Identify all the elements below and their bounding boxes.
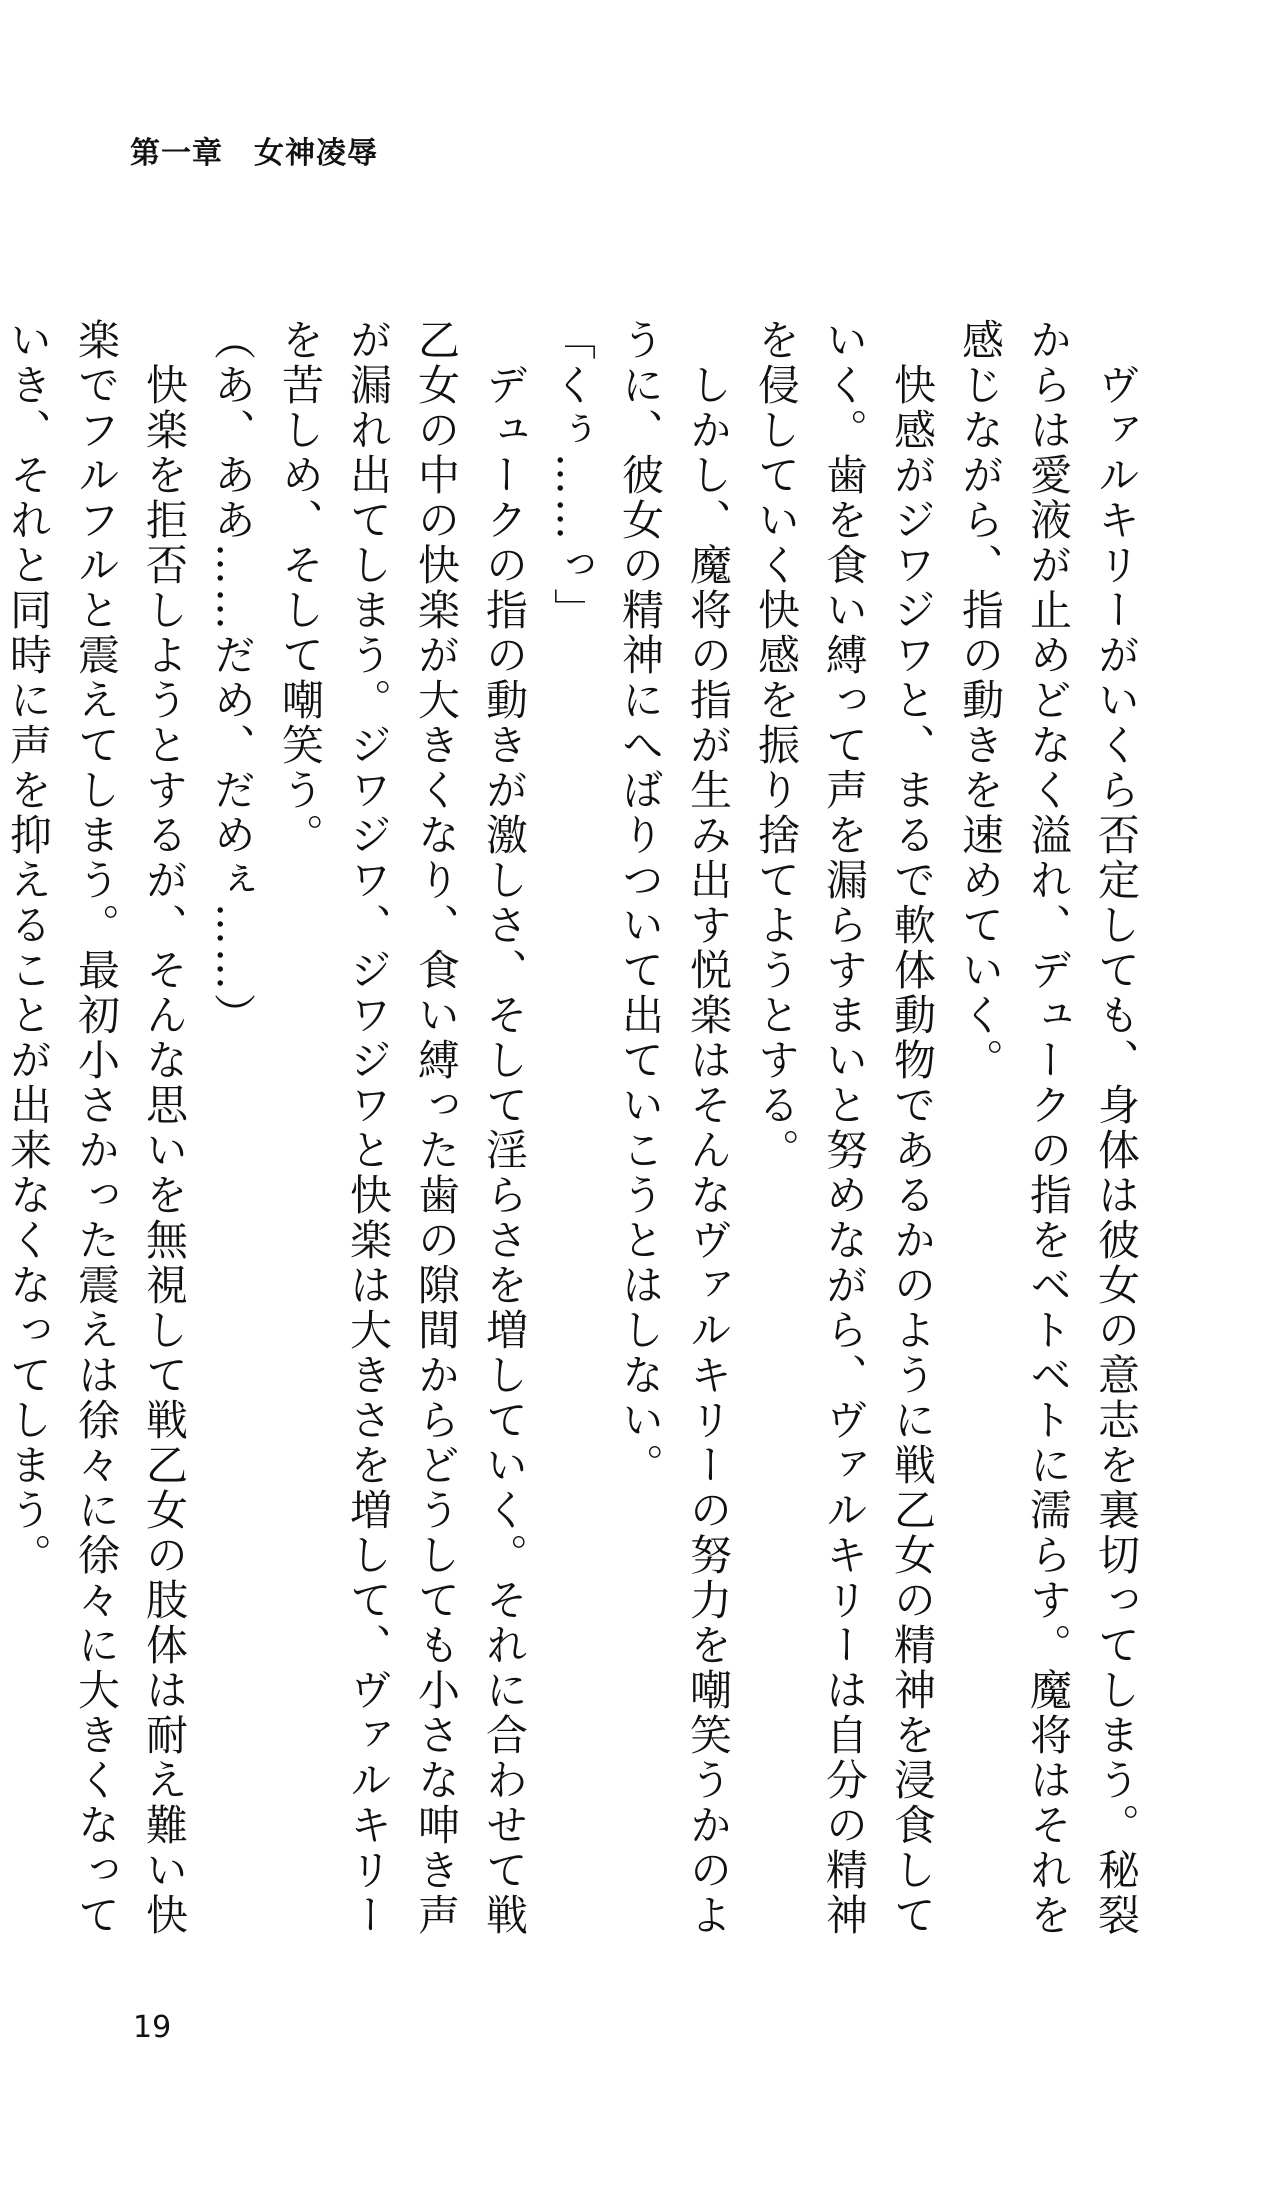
body-text — [0, 318, 1150, 1958]
dialogue-line: 「くぅ……っ」 — [548, 318, 597, 633]
inner-thought-line: （あ、ああ……だめ、だめぇ……） — [208, 318, 257, 1038]
paragraph: 快感がジワジワと、まるで軟体動物であるかのように戦乙女の精神を浸食していく。歯を食い縛って声を漏らすまいと努めながら、ヴァルキリーは自分の精神を侵していく快感を振り捨てようとする。 — [752, 318, 937, 1938]
paragraph: ヴァルキリーがいくら否定しても、身体は彼女の意志を裏切ってしまう。秘裂からは愛液が止めどなく溢れ、デュークの指をベトベトに濡らす。魔将はそれを感じながら、指の動きを速めていく。 — [956, 318, 1141, 1938]
page-number: 19 — [133, 2010, 172, 2045]
running-head: 第一章 女神凌辱 — [130, 136, 378, 171]
paragraph: しかし、魔将の指が生み出す悦楽はそんなヴァルキリーの努力を嘲笑うかのように、彼女の精神にへばりついて出ていこうとはしない。 — [616, 318, 733, 1938]
paragraph: 快楽を拒否しようとするが、そんな思いを無視して戦乙女の肢体は耐え難い快楽でフルフルと震えてしまう。最初小さかった震えは徐々に徐々に大きくなっていき、それと同時に声を抑えることが出来なくなってしまう。 — [4, 318, 189, 1938]
paragraph: デュークの指の動きが激しさ、そして淫らさを増していく。それに合わせて戦乙女の中の快楽が大きくなり、食い縛った歯の隙間からどうしても小さな呻き声が漏れ出てしまう。ジワジワ、ジワジワと快楽は大きさを増して、ヴァルキリーを苦しめ、そして嘲笑う。 — [276, 318, 529, 1938]
